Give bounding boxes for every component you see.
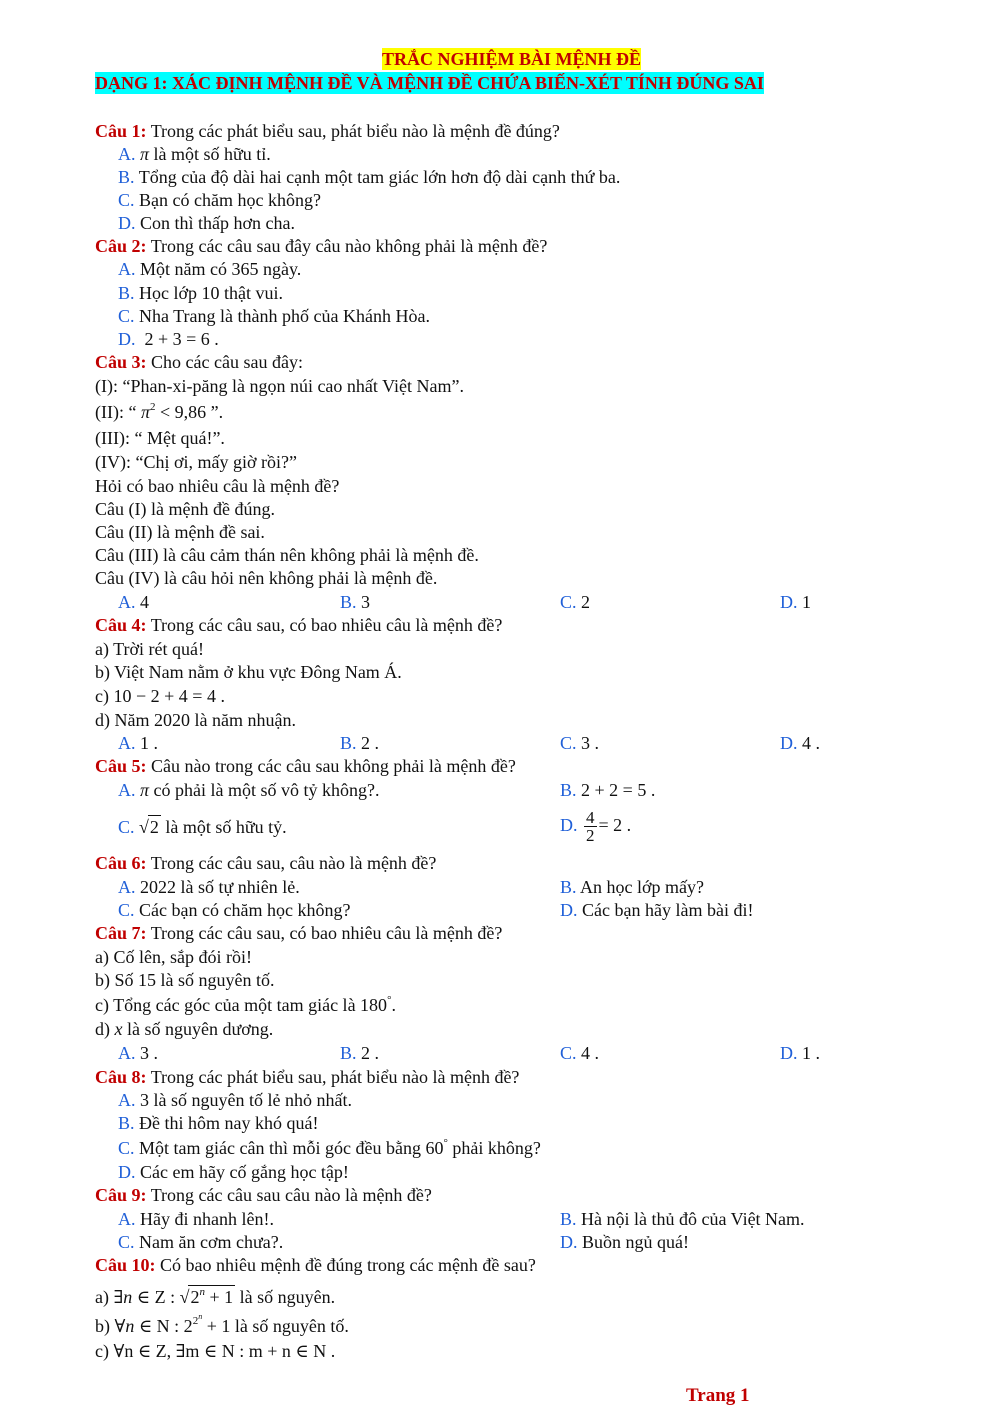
option-text: Các bạn có chăm học không? — [139, 900, 351, 920]
option-label: D. — [780, 592, 798, 612]
option-label: A. — [118, 144, 136, 164]
option-d[interactable] — [560, 1231, 689, 1253]
option-c[interactable] — [118, 189, 321, 211]
option-text: 1 — [802, 592, 811, 612]
radicand: 2 — [149, 817, 159, 837]
exponent: n — [199, 1286, 205, 1298]
option-b[interactable] — [340, 591, 370, 613]
option-a[interactable] — [118, 143, 271, 165]
option-d[interactable] — [780, 1042, 820, 1064]
statement-line — [95, 401, 223, 423]
question-5 — [95, 755, 516, 777]
option-a[interactable] — [118, 258, 301, 280]
option-label: A. — [118, 1209, 136, 1229]
statement-line — [95, 1312, 349, 1337]
question-text: Có bao nhiêu mệnh đề đúng trong các mệnh đề sau? — [155, 1255, 536, 1275]
question-label: Câu 9: — [95, 1185, 147, 1205]
option-text: Một năm có 365 ngày. — [140, 259, 302, 279]
option-d[interactable] — [118, 328, 219, 350]
option-text: 3 . — [140, 1043, 158, 1063]
question-label: Câu 2: — [95, 236, 147, 256]
option-label: D. — [780, 733, 798, 753]
option-text: 2022 là số tự nhiên lẻ. — [140, 877, 300, 897]
question-label: Câu 5: — [95, 756, 147, 776]
option-label: C. — [118, 1138, 135, 1158]
statement-line — [95, 1018, 273, 1040]
option-label: B. — [340, 733, 357, 753]
exponent: 2 — [150, 401, 156, 413]
statement-line: b) Số 15 là số nguyên tố. — [95, 970, 275, 990]
question-text: Trong các câu sau, có bao nhiêu câu là mệnh đề? — [146, 923, 503, 943]
degree-symbol: ° — [443, 1137, 448, 1149]
option-a[interactable] — [118, 591, 149, 613]
option-label: A. — [118, 1090, 136, 1110]
option-label: B. — [560, 877, 577, 897]
option-a[interactable] — [118, 779, 380, 801]
option-text: Con thì thấp hơn cha. — [140, 213, 295, 233]
question-label: Câu 6: — [95, 853, 147, 873]
option-d[interactable] — [118, 1161, 349, 1183]
question-label: Câu 7: — [95, 923, 147, 943]
question-text: Câu nào trong các câu sau không phải là mệnh đề? — [146, 756, 516, 776]
option-text: Hãy đi nhanh lên!. — [140, 1209, 274, 1229]
statement-line: a) Cố lên, sắp đói rồi! — [95, 947, 252, 967]
option-label: C. — [118, 900, 135, 920]
option-text: 3 là số nguyên tố lẻ nhỏ nhất. — [140, 1090, 352, 1110]
option-d[interactable] — [780, 732, 820, 754]
question-10 — [95, 1254, 536, 1276]
option-a[interactable] — [118, 1089, 352, 1111]
option-label: B. — [560, 1209, 577, 1229]
option-b[interactable] — [340, 732, 379, 754]
option-text: 1 . — [802, 1043, 820, 1063]
statement-line: c) Tổng các góc của một tam giác là 180°. — [95, 994, 396, 1015]
option-text: Tổng của độ dài hai cạnh một tam giác lớn hơn độ dài cạnh thứ ba. — [138, 167, 621, 187]
radicand-base: 2 — [190, 1287, 200, 1307]
statement-line: Câu (II) là mệnh đề sai. — [95, 522, 265, 542]
statement-line: d) Năm 2020 là năm nhuận. — [95, 710, 296, 730]
statement-line: Câu (I) là mệnh đề đúng. — [95, 499, 275, 519]
radicand — [188, 1285, 235, 1308]
page-footer: Trang 1 — [686, 1385, 750, 1406]
statement-line: b) Việt Nam nằm ở khu vực Đông Nam Á. — [95, 662, 402, 682]
option-label: C. — [560, 733, 577, 753]
option-text: = 2 . — [598, 815, 632, 835]
option-c[interactable] — [118, 1231, 283, 1253]
option-text: Một tam giác cân thì mỗi góc đều bằng 60 — [139, 1138, 444, 1158]
question-8 — [95, 1066, 519, 1088]
option-a[interactable] — [118, 1208, 274, 1230]
option-d[interactable] — [560, 899, 753, 921]
question-text: Trong các câu sau, có bao nhiêu câu là mệnh đề? — [146, 615, 503, 635]
statement-rest: là số nguyên. — [235, 1287, 336, 1307]
question-1 — [95, 120, 560, 142]
option-label: B. — [560, 780, 577, 800]
option-text: 2 — [581, 592, 591, 612]
statement-prefix: (II): “ — [95, 402, 137, 422]
statement-line: c) 10 − 2 + 4 = 4 . — [95, 686, 225, 706]
statement-rest: là số nguyên dương. — [122, 1019, 274, 1039]
pi-symbol: π — [140, 402, 150, 422]
option-text: có phải là một số vô tỷ không?. — [149, 780, 380, 800]
exponent — [192, 1312, 203, 1327]
option-text: 2 + 2 = 5 . — [581, 780, 656, 800]
statement-line: (IV): “Chị ơi, mấy giờ rồi?” — [95, 452, 297, 472]
option-text: 2 . — [361, 1043, 380, 1063]
statement-line: c) ∀n ∈ Z, ∃m ∈ N : m + n ∈ N . — [95, 1341, 336, 1361]
option-text: An học lớp mấy? — [580, 877, 705, 897]
statement-prefix: a) ∃ — [95, 1287, 124, 1307]
option-label: D. — [780, 1043, 798, 1063]
option-d[interactable] — [780, 591, 811, 613]
option-label: C. — [118, 817, 135, 837]
option-label: C. — [560, 592, 577, 612]
statement-line: (III): “ Mệt quá!”. — [95, 428, 225, 448]
pi-symbol: π — [140, 780, 150, 800]
option-label: C. — [118, 306, 135, 326]
statement-line: (I): “Phan-xi-păng là ngọn núi cao nhất Việt Nam”. — [95, 376, 464, 396]
question-9 — [95, 1184, 432, 1206]
option-c[interactable] — [560, 732, 599, 754]
question-2 — [95, 235, 547, 257]
option-b[interactable] — [560, 876, 704, 898]
question-text: Trong các câu sau đây câu nào không phải là mệnh đề? — [146, 236, 548, 256]
statement-line: a) ∃n ∈ Z : $√2^n + 1$ là số nguyên. — [95, 1286, 336, 1307]
option-a[interactable] — [118, 876, 300, 898]
question-text: Trong các câu sau, câu nào là mệnh đề? — [146, 853, 437, 873]
option-label: D. — [118, 329, 136, 349]
statement-text: c) Tổng các góc của một tam giác là 180 — [95, 995, 388, 1015]
radicand-rest: + 1 — [204, 1287, 234, 1307]
option-c[interactable] — [560, 591, 590, 613]
question-text: Trong các câu sau câu nào là mệnh đề? — [146, 1185, 432, 1205]
option-d[interactable] — [560, 805, 631, 845]
question-label: Câu 8: — [95, 1067, 147, 1087]
statement-line: Câu (IV) là câu hỏi nên không phải là mệnh đề. — [95, 568, 438, 588]
option-b[interactable] — [118, 282, 283, 304]
section-subtitle: DẠNG 1: XÁC ĐỊNH MỆNH ĐỀ VÀ MỆNH ĐỀ CHỨA BIẾN-XÉT TÍNH ĐÚNG SAI — [95, 73, 764, 93]
option-text: 4 . — [802, 733, 820, 753]
statement-line: Hỏi có bao nhiêu câu là mệnh đề? — [95, 476, 340, 496]
option-label: D. — [118, 213, 136, 233]
option-text: 3 . — [581, 733, 600, 753]
option-c[interactable] — [560, 1042, 599, 1064]
page-title: TRẮC NGHIỆM BÀI MỆNH ĐỀ — [382, 49, 642, 69]
question-6 — [95, 852, 436, 874]
question-7 — [95, 922, 502, 944]
statement-prefix: d) — [95, 1019, 115, 1039]
numerator: 4 — [586, 808, 595, 828]
fraction — [584, 809, 597, 844]
option-label: C. — [560, 1043, 577, 1063]
option-label: B. — [118, 283, 135, 303]
option-text: Nam ăn cơm chưa?. — [139, 1232, 284, 1252]
question-4 — [95, 614, 502, 636]
variable: n — [123, 1287, 133, 1307]
question-text: Cho các câu sau đây: — [146, 352, 303, 372]
option-label: A. — [118, 259, 136, 279]
pi-symbol: π — [140, 144, 150, 164]
option-label: B. — [340, 1043, 357, 1063]
option-label: A. — [118, 733, 136, 753]
option-label: A. — [118, 1043, 136, 1063]
option-label: C. — [118, 190, 135, 210]
option-label: A. — [118, 780, 136, 800]
option-text: 2 . — [361, 733, 380, 753]
option-text: Các bạn hãy làm bài đi! — [582, 900, 754, 920]
option-text: 3 — [361, 592, 371, 612]
statement-line: Câu (III) là câu cảm thán nên không phải là mệnh đề. — [95, 545, 479, 565]
option-text: Hà nội là thủ đô của Việt Nam. — [581, 1209, 805, 1229]
degree-symbol: ° — [387, 994, 392, 1006]
option-text: 1 . — [140, 733, 158, 753]
option-a[interactable] — [118, 1042, 158, 1064]
option-text: 4 . — [581, 1043, 600, 1063]
option-text: Bạn có chăm học không? — [139, 190, 321, 210]
option-label: C. — [118, 1232, 135, 1252]
option-b[interactable] — [118, 1112, 318, 1134]
variable: n — [125, 1316, 135, 1336]
option-text: là một số hữu tỷ. — [160, 817, 287, 837]
denominator: 2 — [586, 826, 595, 846]
option-label: D. — [560, 815, 578, 835]
option-b[interactable] — [560, 779, 655, 801]
option-text: Nha Trang là thành phố của Khánh Hòa. — [139, 306, 430, 326]
option-text-end: phải không? — [447, 1138, 541, 1158]
question-label: Câu 4: — [95, 615, 147, 635]
option-label: B. — [340, 592, 357, 612]
exponent-base: 2 — [192, 1315, 199, 1327]
statement-line: a) Trời rét quá! — [95, 639, 205, 659]
exponent-power: n — [198, 1312, 203, 1321]
option-label: D. — [118, 1162, 136, 1182]
option-text: Đề thi hôm nay khó quá! — [139, 1113, 319, 1133]
statement-prefix: b) ∀ — [95, 1316, 126, 1336]
option-label: A. — [118, 877, 136, 897]
question-text: Trong các phát biểu sau, phát biểu nào là mệnh đề? — [146, 1067, 520, 1087]
option-c[interactable] — [118, 1137, 541, 1159]
option-text: Các em hãy cố gắng học tập! — [140, 1162, 349, 1182]
option-text: là một số hữu tỉ. — [149, 144, 271, 164]
option-text: Học lớp 10 thật vui. — [139, 283, 284, 303]
option-c[interactable] — [118, 305, 430, 327]
option-text: Buồn ngủ quá! — [582, 1232, 689, 1252]
option-label: D. — [560, 1232, 578, 1252]
option-b[interactable] — [560, 1208, 805, 1230]
option-text: 4 — [140, 592, 149, 612]
option-a[interactable] — [118, 732, 158, 754]
option-label: A. — [118, 592, 136, 612]
set-text: ∈ N : 2 — [134, 1316, 193, 1336]
question-3 — [95, 351, 303, 373]
option-label: B. — [118, 167, 135, 187]
option-label: D. — [560, 900, 578, 920]
statement-rest: < 9,86 ”. — [155, 402, 224, 422]
statement-rest: + 1 là số nguyên tố. — [202, 1316, 349, 1336]
option-c[interactable] — [118, 899, 350, 921]
option-d[interactable] — [118, 212, 295, 234]
option-label: B. — [118, 1113, 135, 1133]
variable: x — [114, 1019, 123, 1039]
option-text: 2 + 3 = 6 . — [144, 329, 219, 349]
option-b[interactable] — [340, 1042, 379, 1064]
set-text: ∈ Z : — [132, 1287, 180, 1307]
option-b[interactable] — [118, 166, 620, 188]
question-label: Câu 1: — [95, 121, 147, 141]
option-c[interactable]: C. √2 là một số hữu tỷ. — [118, 817, 287, 837]
question-text: Trong các phát biểu sau, phát biểu nào là mệnh đề đúng? — [146, 121, 560, 141]
question-label: Câu 3: — [95, 352, 147, 372]
question-label: Câu 10: — [95, 1255, 156, 1275]
